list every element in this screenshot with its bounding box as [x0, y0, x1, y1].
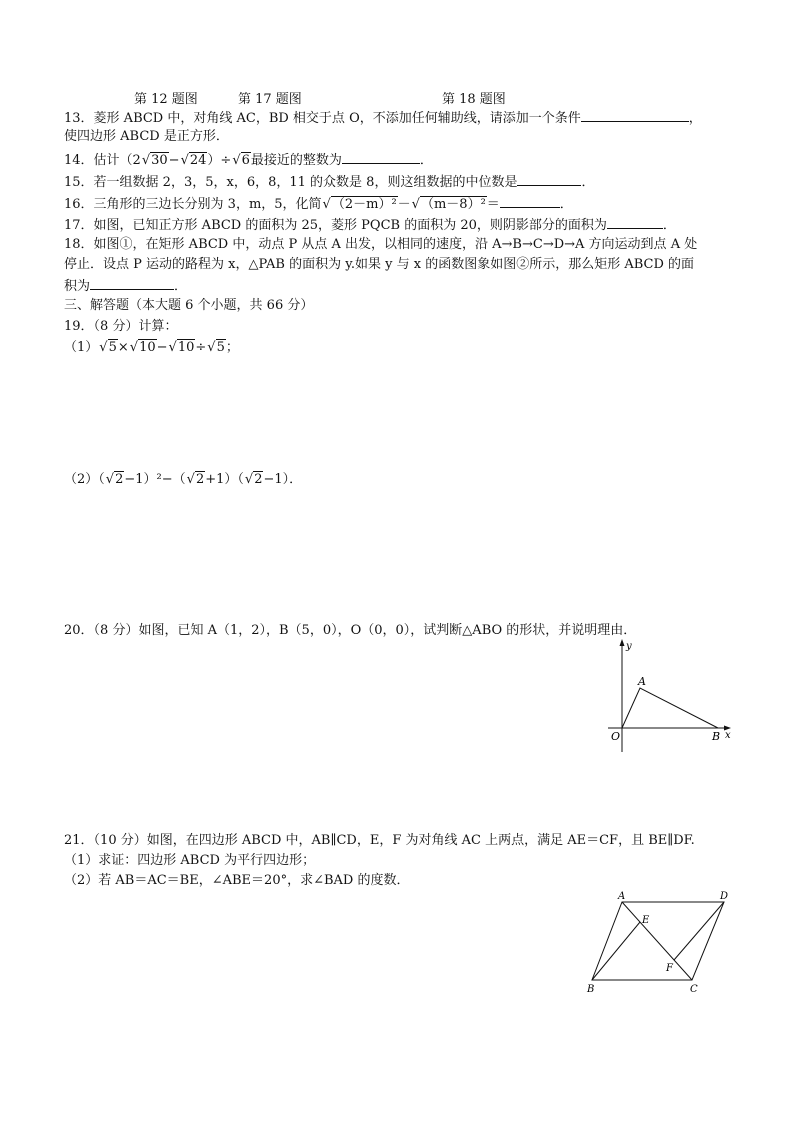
q18-line3: 积为 ． [64, 276, 187, 296]
sqrt-m-minus-8-squared: √（m－8）² [411, 197, 486, 212]
q13-line1: 13．菱形 ABCD 中，对角线 AC，BD 相交于点 O，不添加任何辅助线，请添加一个条件 ， [64, 108, 702, 128]
caption-fig17: 第 17 题图 [238, 92, 302, 107]
q19-heading: 19．（8 分）计算： [64, 319, 178, 334]
sqrt-6: √6 [232, 153, 250, 168]
q18-line1: 18．如图①，在矩形 ABCD 中，动点 P 从点 A 出发，以相同的速度，沿 A→B→C→D→A 方向运动到点 A 处 [64, 237, 698, 252]
vertex-d-label: D [720, 891, 729, 902]
section3-heading: 三、解答题（本大题 6 个小题，共 66 分） [64, 298, 314, 313]
point-b-label: B [712, 730, 721, 743]
q21-part2: （2）若 AB＝AC＝BE，∠ABE＝20°，求∠BAD 的度数． [64, 873, 410, 888]
caption-fig12: 第 12 题图 [134, 92, 198, 107]
sqrt-30: √30 [141, 153, 168, 168]
x-axis-label: x [725, 730, 731, 741]
figure-q21-parallelogram [584, 888, 734, 998]
q19-part2: （2）（√2−1）²−（√2+1）（√2−1）． [64, 472, 303, 487]
q14-line: 14．估计（2√30−√24）÷√6最接近的整数为 ． [64, 150, 433, 170]
q18-answer-blank[interactable] [90, 276, 174, 290]
point-e-label: E [642, 915, 650, 926]
point-a-label: A [638, 675, 646, 688]
q20-line: 20．（8 分）如图，已知 A（1，2），B（5，0），O（0，0），试判断△ABO 的形状，并说明理由． [64, 623, 637, 638]
point-f-label: F [666, 963, 673, 974]
figure-q20-coordinate-plane [600, 636, 740, 756]
q15-answer-blank[interactable] [517, 172, 581, 186]
q13-answer-blank[interactable] [581, 108, 689, 122]
vertex-c-label: C [690, 984, 698, 995]
vertex-b-label: B [587, 984, 595, 995]
q17-line: 17．如图，已知正方形 ABCD 的面积为 25，菱形 PQCB 的面积为 20，则阴影部分的面积为 ． [64, 215, 676, 235]
q13-text1: 13．菱形 ABCD 中，对角线 AC，BD 相交于点 O，不添加任何辅助线，请添加一个条件 [64, 111, 581, 126]
q16-answer-blank[interactable] [500, 194, 560, 208]
q21-part1: （1）求证：四边形 ABCD 为平行四边形； [64, 853, 316, 868]
sqrt-2-minus-m-squared: √（2－m）² [322, 197, 397, 212]
q16-line: 16．三角形的三边长分别为 3，m，5，化简√（2－m）²－√（m－8）²＝ ． [64, 194, 573, 214]
vertex-a-label: A [618, 891, 626, 902]
q17-answer-blank[interactable] [607, 215, 663, 229]
y-axis-label: y [626, 641, 632, 652]
q15-line: 15．若一组数据 2，3，5，x，6，8，11 的众数是 8，则这组数据的中位数是 ． [64, 172, 594, 192]
q19-part1: （1）√5×√10−√10÷√5； [64, 340, 239, 355]
q18-line2: 停止．设点 P 运动的路程为 x，△PAB 的面积为 y.如果 y 与 x 的函数图象如图②所示，那么矩形 ABCD 的面 [64, 257, 695, 272]
q14-answer-blank[interactable] [342, 150, 420, 164]
q21-line: 21．（10 分）如图，在四边形 ABCD 中，AB∥CD，E，F 为对角线 AC 上两点，满足 AE＝CF，且 BE∥DF. [64, 833, 695, 848]
point-o-label: O [611, 730, 621, 743]
caption-fig18: 第 18 题图 [442, 92, 506, 107]
q13-line2: 使四边形 ABCD 是正方形． [64, 129, 229, 144]
sqrt-24: √24 [180, 153, 207, 168]
